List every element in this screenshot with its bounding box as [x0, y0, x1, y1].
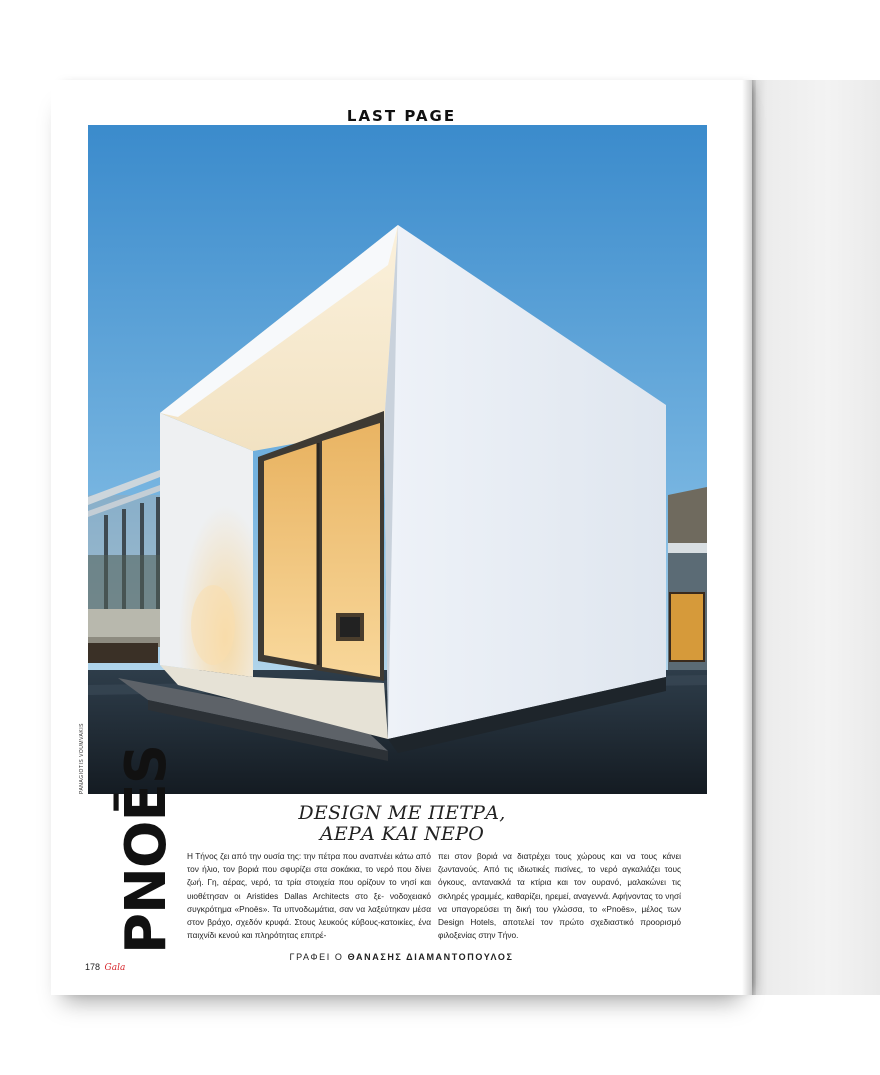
hero-photo-illustration	[88, 125, 707, 794]
byline-prefix: ΓΡΑΦΕΙ Ο	[289, 952, 344, 962]
byline	[51, 952, 752, 962]
article-headline	[266, 803, 538, 845]
magazine-page	[51, 80, 752, 995]
vertical-title: PNOĒS	[114, 744, 179, 954]
body-text-column-1: Η Τήνος ζει από την ουσία της: την πέτρα που αναπνέει κάτω από τον ήλιο, τον βοριά που σφυρίζει στα σοκάκια, το νερό που δίνει ζωή. Γη, αέρας, νερό, τα τρία στοιχεία που ορίζουν το νησί και υιοθέτησαν οι Aristides Dallas Architects στο ξε- νοδοχειακό συγκρότημα «Pnoēs». Τα υπνοδωμάτια, σαν να λαξεύτηκαν μέσα στον βράχο, σχεδόν κρυφά. Στους λευκούς κύβους-κατοικίες, ένα παιχνίδι κενού και πληρότητας επιτρέ-	[187, 851, 431, 941]
body-text-column-2: πει στον βοριά να διατρέχει τους χώρους και να τους κάνει ζωντανούς. Από τις ιδιωτικές πισίνες, το νερό αγκαλιάζει τους όγκους, αντανακλά τα κτίρια και τον ουρανό, μαλακώνει τις σκληρές γραμμές, καθαρίζει, ηρεμεί, αναγεννά. Αφήνοντας το νησί να υπαγορεύσει τη δική του γλώσσα, το «Pnoēs», μέλος των Design Hotels, αποτελεί τον πρώτο σχεδιαστικό προορισμό φιλοξενίας στην Τήνο.	[438, 851, 681, 941]
facing-page	[752, 80, 880, 995]
byline-author: ΘΑΝΑΣΗΣ ΔΙΑΜΑΝΤΟΠΟΥΛΟΣ	[347, 952, 514, 962]
section-title: LAST PAGE	[346, 107, 457, 125]
spine-shadow	[742, 80, 756, 995]
magazine-logo: Gala	[104, 963, 126, 973]
hero-photo	[88, 125, 707, 794]
page-number: 178	[85, 962, 101, 972]
headline-line-1: DESIGN ΜΕ ΠΕΤΡΑ,	[298, 802, 506, 824]
page-folio	[85, 962, 125, 973]
headline-line-2: ΑΕΡΑ ΚΑΙ ΝΕΡΟ	[319, 823, 485, 845]
photo-credit: PANAGIOTIS VOUMVAKIS	[79, 723, 85, 794]
